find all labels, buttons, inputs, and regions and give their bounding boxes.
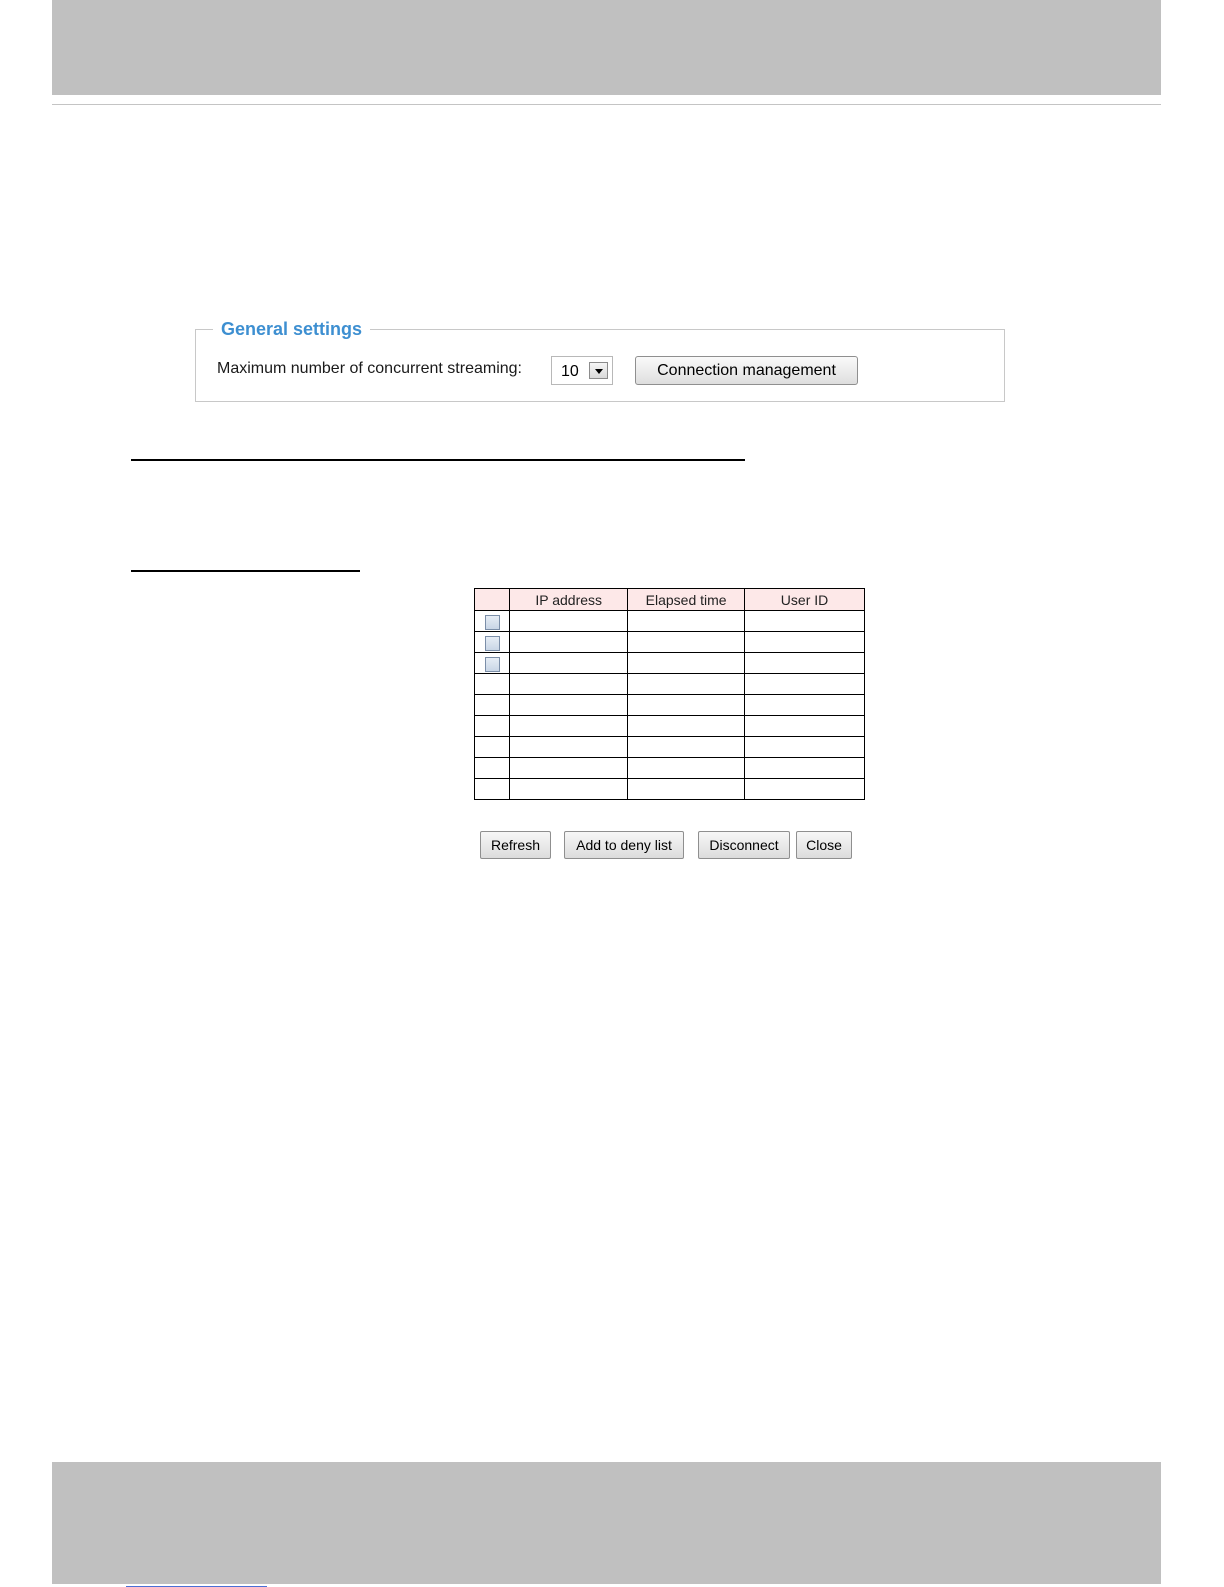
- table-row: [475, 674, 865, 695]
- header-divider: [52, 104, 1161, 105]
- select-cell: [475, 716, 510, 737]
- connections-table: [474, 588, 865, 800]
- chevron-down-icon[interactable]: [589, 362, 608, 379]
- ip-address-cell: [510, 653, 628, 674]
- row-checkbox[interactable]: [485, 657, 500, 672]
- select-cell: [475, 758, 510, 779]
- ip-address-cell: [510, 758, 628, 779]
- header-user-id: User ID: [745, 589, 865, 611]
- user-id-cell: [745, 695, 865, 716]
- table-row: [475, 716, 865, 737]
- user-id-cell: [745, 737, 865, 758]
- user-id-cell: [745, 611, 865, 632]
- select-cell: [475, 737, 510, 758]
- general-settings-fieldset: [195, 319, 1005, 402]
- table-row: [475, 611, 865, 632]
- ip-address-cell: [510, 695, 628, 716]
- table-row: [475, 653, 865, 674]
- refresh-button[interactable]: Refresh: [480, 831, 551, 859]
- select-cell: [475, 674, 510, 695]
- select-cell: [475, 632, 510, 653]
- select-cell: [475, 695, 510, 716]
- redacted-text-line: [131, 459, 745, 461]
- table-row: [475, 695, 865, 716]
- max-streaming-select[interactable]: [551, 356, 613, 385]
- page-footer-band: [52, 1462, 1161, 1584]
- elapsed-time-cell: [628, 758, 745, 779]
- disconnect-button[interactable]: Disconnect: [698, 831, 790, 859]
- select-cell: [475, 611, 510, 632]
- elapsed-time-cell: [628, 716, 745, 737]
- user-id-cell: [745, 779, 865, 800]
- ip-address-cell: [510, 737, 628, 758]
- user-id-cell: [745, 758, 865, 779]
- elapsed-time-cell: [628, 695, 745, 716]
- page-header-band: [52, 0, 1161, 95]
- user-id-cell: [745, 716, 865, 737]
- ip-address-cell: [510, 632, 628, 653]
- redacted-text-line-short: [131, 570, 360, 572]
- select-cell: [475, 653, 510, 674]
- elapsed-time-cell: [628, 632, 745, 653]
- header-ip-address: IP address: [510, 589, 628, 611]
- connection-management-button[interactable]: Connection management: [635, 356, 858, 385]
- header-elapsed-time: Elapsed time: [628, 589, 745, 611]
- add-to-deny-list-button[interactable]: Add to deny list: [564, 831, 684, 859]
- table-header-row: [475, 589, 865, 611]
- elapsed-time-cell: [628, 737, 745, 758]
- ip-address-cell: [510, 611, 628, 632]
- ip-address-cell: [510, 716, 628, 737]
- ip-address-cell: [510, 779, 628, 800]
- table-row: [475, 632, 865, 653]
- ip-address-cell: [510, 674, 628, 695]
- table-row: [475, 779, 865, 800]
- elapsed-time-cell: [628, 779, 745, 800]
- user-id-cell: [745, 653, 865, 674]
- elapsed-time-cell: [628, 674, 745, 695]
- general-settings-legend: General settings: [213, 318, 370, 340]
- table-row: [475, 737, 865, 758]
- select-cell: [475, 779, 510, 800]
- table-row: [475, 758, 865, 779]
- row-checkbox[interactable]: [485, 636, 500, 651]
- close-button[interactable]: Close: [796, 831, 852, 859]
- row-checkbox[interactable]: [485, 615, 500, 630]
- elapsed-time-cell: [628, 653, 745, 674]
- max-streaming-label: Maximum number of concurrent streaming:: [217, 360, 522, 377]
- elapsed-time-cell: [628, 611, 745, 632]
- user-id-cell: [745, 674, 865, 695]
- max-streaming-value: 10: [561, 363, 579, 380]
- user-id-cell: [745, 632, 865, 653]
- header-select: [475, 589, 510, 611]
